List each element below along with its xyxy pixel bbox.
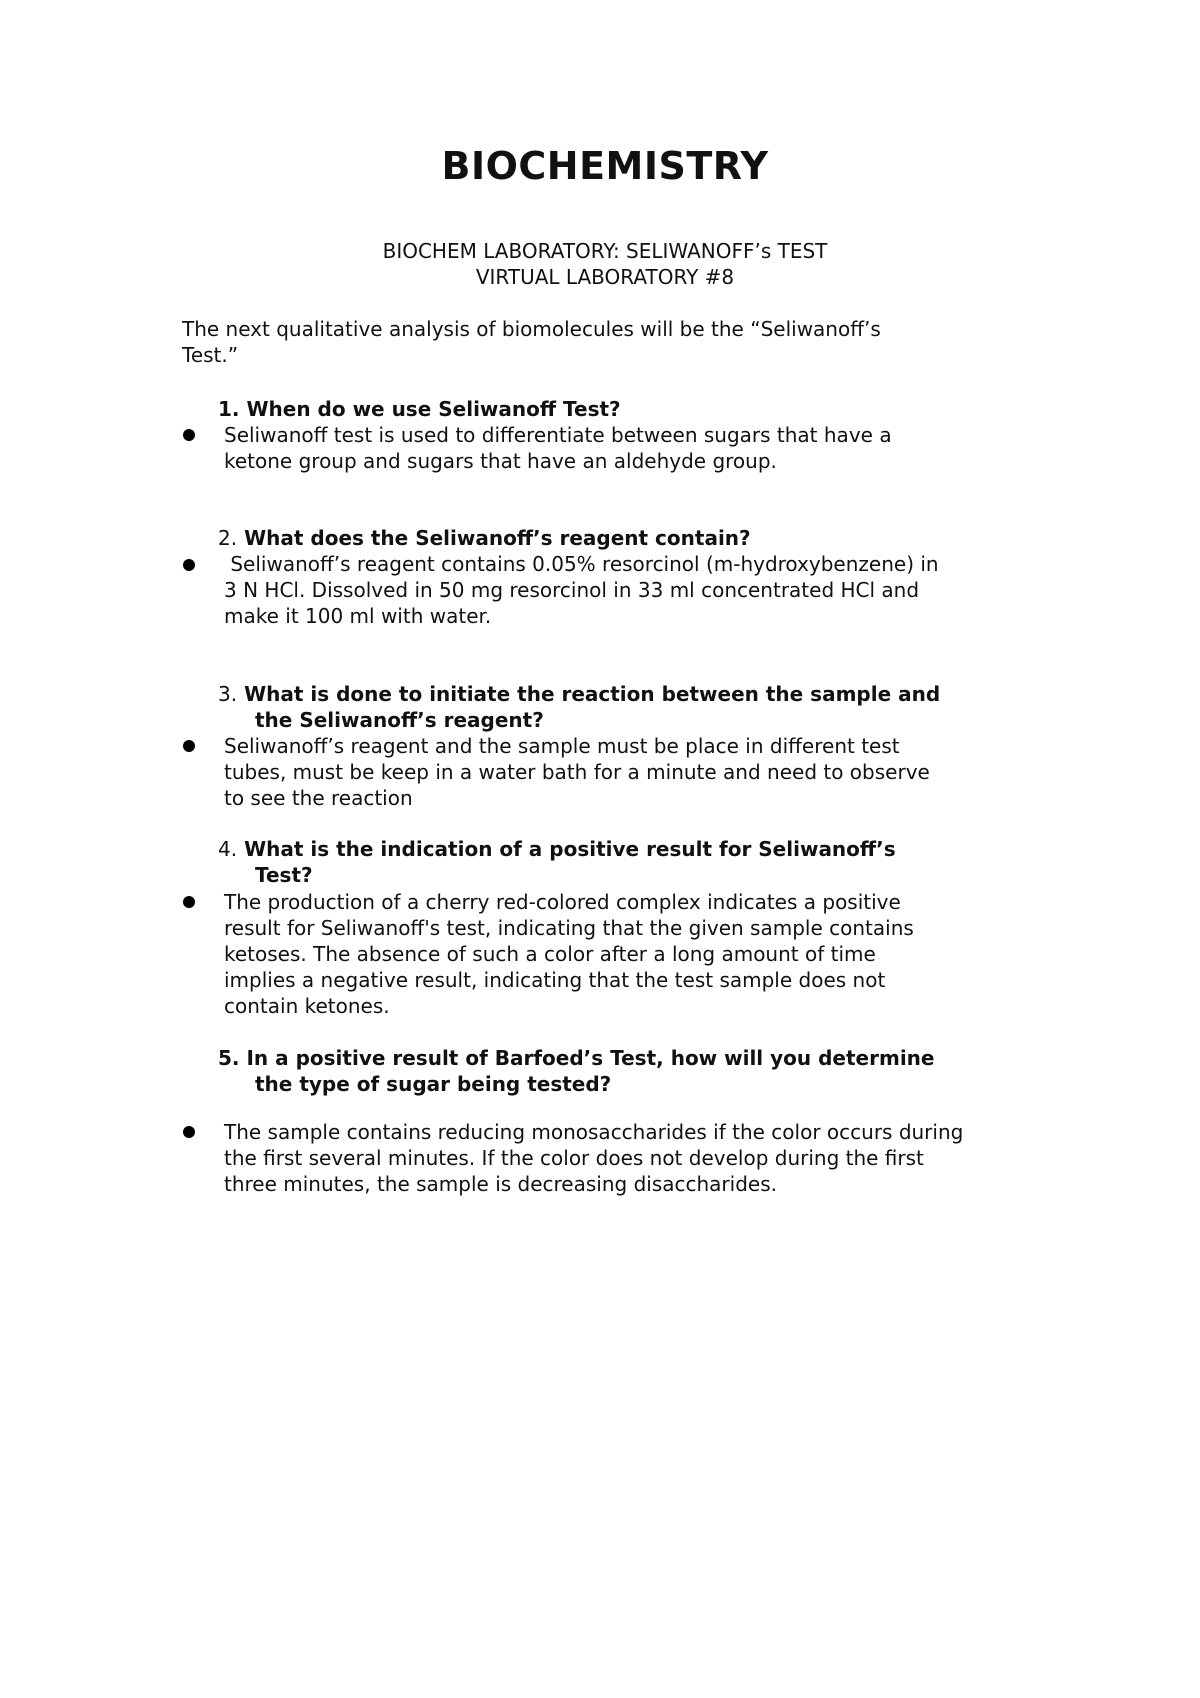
intro-paragraph bbox=[182, 316, 1012, 368]
answer-5 bbox=[224, 1119, 1034, 1197]
question-4 bbox=[218, 836, 1038, 888]
answer-line: tubes, must be keep in a water bath for a minute and need to observe bbox=[224, 760, 930, 784]
question-2 bbox=[218, 525, 1038, 551]
bullet-icon bbox=[183, 740, 195, 752]
question-1 bbox=[218, 396, 1038, 422]
question-text: What does the Seliwanoff’s reagent contain? bbox=[244, 526, 751, 550]
bullet-icon bbox=[183, 896, 195, 908]
lab-title: BIOCHEM LABORATORY: SELIWANOFF’s TEST bbox=[382, 239, 828, 263]
intro-line: The next qualitative analysis of biomolecules will be the “Seliwanoff’s bbox=[182, 317, 881, 341]
question-3 bbox=[218, 681, 1038, 733]
intro-line: Test.” bbox=[182, 343, 239, 367]
question-text: What is done to initiate the reaction between the sample and bbox=[244, 682, 941, 706]
question-number: 3. bbox=[218, 682, 238, 706]
answer-line: make it 100 ml with water. bbox=[224, 604, 492, 628]
question-number: 2. bbox=[218, 526, 238, 550]
bullet-icon bbox=[183, 1126, 195, 1138]
answer-line: implies a negative result, indicating that the test sample does not bbox=[224, 968, 886, 992]
question-text: Test? bbox=[255, 863, 313, 887]
answer-line: ketone group and sugars that have an aldehyde group. bbox=[224, 449, 777, 473]
answer-line: The production of a cherry red-colored complex indicates a positive bbox=[224, 890, 901, 914]
question-number: 1. bbox=[218, 397, 240, 421]
answer-line: the first several minutes. If the color does not develop during the first bbox=[224, 1146, 924, 1170]
question-text: the Seliwanoff’s reagent? bbox=[255, 708, 544, 732]
answer-1 bbox=[224, 422, 1034, 474]
answer-line: three minutes, the sample is decreasing disaccharides. bbox=[224, 1172, 777, 1196]
question-text: What is the indication of a positive result for Seliwanoff’s bbox=[244, 837, 896, 861]
answer-line: The sample contains reducing monosaccharides if the color occurs during bbox=[224, 1120, 964, 1144]
answer-2 bbox=[224, 551, 1034, 629]
question-text: the type of sugar being tested? bbox=[255, 1072, 612, 1096]
bullet-icon bbox=[183, 429, 195, 441]
bullet-icon bbox=[183, 559, 195, 571]
answer-line: ketoses. The absence of such a color after a long amount of time bbox=[224, 942, 876, 966]
answer-line: Seliwanoff test is used to differentiate between sugars that have a bbox=[224, 423, 892, 447]
question-text: When do we use Seliwanoff Test? bbox=[246, 397, 621, 421]
answer-4 bbox=[224, 889, 1034, 1019]
question-text: In a positive result of Barfoed’s Test, how will you determine bbox=[246, 1046, 935, 1070]
question-5 bbox=[218, 1045, 1038, 1097]
answer-line: 3 N HCl. Dissolved in 50 mg resorcinol in 33 ml concentrated HCl and bbox=[224, 578, 920, 602]
answer-3 bbox=[224, 733, 1034, 811]
answer-line: to see the reaction bbox=[224, 786, 413, 810]
answer-line: Seliwanoff’s reagent contains 0.05% resorcinol (m-hydroxybenzene) in bbox=[224, 552, 939, 576]
question-number: 4. bbox=[218, 837, 238, 861]
answer-line: Seliwanoff’s reagent and the sample must be place in different test bbox=[224, 734, 900, 758]
answer-line: result for Seliwanoff's test, indicating that the given sample contains bbox=[224, 916, 914, 940]
answer-line: contain ketones. bbox=[224, 994, 390, 1018]
lab-number: VIRTUAL LABORATORY #8 bbox=[475, 265, 735, 289]
document-title: BIOCHEMISTRY bbox=[441, 144, 769, 188]
question-number: 5. bbox=[218, 1046, 240, 1070]
